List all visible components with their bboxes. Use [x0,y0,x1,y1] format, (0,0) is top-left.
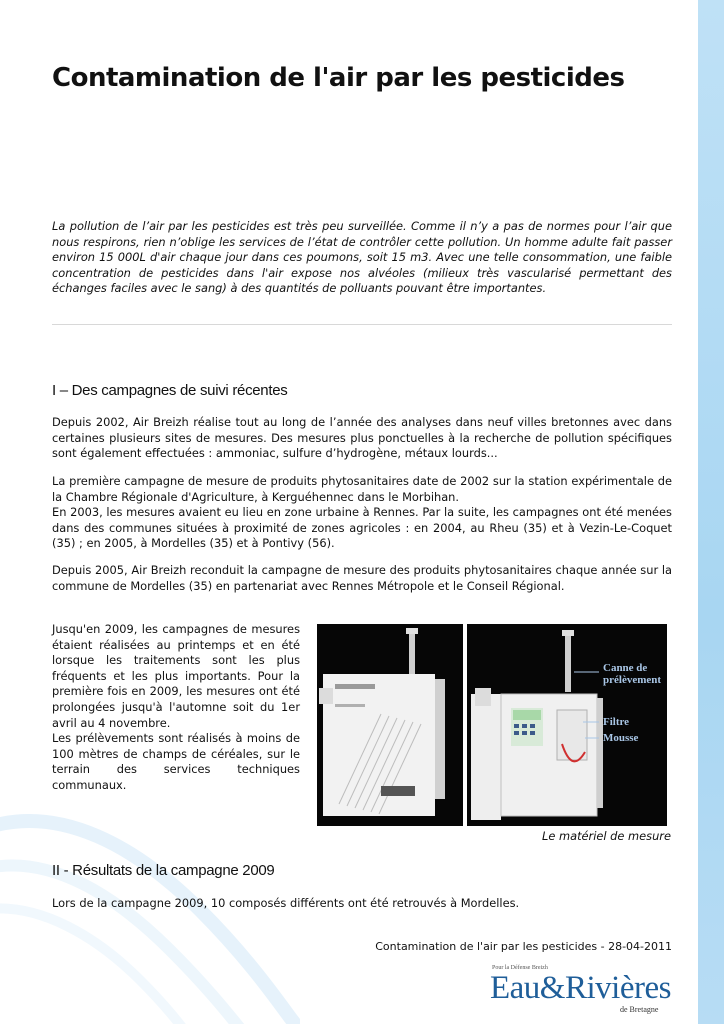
section-divider [52,324,672,325]
sampler-open-photo [467,624,667,826]
label-mousse: Mousse [603,732,639,744]
section-1-paragraph-3: Depuis 2005, Air Breizh reconduit la campagne de mesure des produits phytosanitaires chaque année sur la commune de Mordelles (35) en partenariat avec Rennes Métropole et le Conseil Régional. [52,563,672,593]
label-canne-de: Canne de [603,662,648,674]
section-1-paragraph-1: Depuis 2002, Air Breizh réalise tout au long de l’année des analyses dans neuf villes bretonnes avec dans certaines plusieurs sites de mesures. Des mesures plus ponctuelles à la recherche de pollution spécifiques sont également effectuées : ammoniac, sulfure d’hydrogène, métaux lourds... [52,415,672,461]
section-1-paragraph-4b: Les prélèvements sont réalisés à moins de 100 mètres de champs de céréales, sur le terrain des services techniques communaux. [52,731,300,792]
sampler-closed-photo [317,624,463,826]
label-prelevement: prélèvement [603,674,662,686]
sampler-open-drawing [467,624,667,826]
section-1-paragraph-2b: En 2003, les mesures avaient eu lieu en zone urbaine à Rennes. Par la suite, les campagnes ont été menées dans des communes situées à proximité de zones agricoles : en 2004, au Rheu (35) et à Vezin-Le-Coquet (35) ; en 2005, à Mordelles (35) et à Pontivy (56). [52,505,672,551]
right-decorative-bar [698,0,724,1024]
section-2-heading: II - Résultats de la campagne 2009 [52,862,275,879]
logo-tagline: Pour la Défense Breizh [492,965,548,971]
section-1-heading: I – Des campagnes de suivi récentes [52,382,288,399]
section-1-paragraph-4 [52,622,300,794]
logo-main-text: Eau&Rivières [490,970,671,1006]
label-filtre: Filtre [603,716,630,728]
page-title: Contamination de l'air par les pesticides [52,63,625,93]
logo-subtitle: de Bretagne [620,1005,659,1014]
figure-caption: Le matériel de mesure [542,829,671,843]
section-1-paragraph-2a: La première campagne de mesure de produits phytosanitaires date de 2002 sur la station expérimentale de la Chambre Régionale d'Agriculture, à Kerguéhennec dans le Morbihan. [52,474,672,504]
sampler-closed-drawing [317,624,463,826]
footer-text: Contamination de l'air par les pesticides - 28-04-2011 [375,940,672,953]
intro-paragraph: La pollution de l’air par les pesticides est très peu surveillée. Comme il n’y a pas de normes pour l’air que nous respirons, rien n’oblige les services de l’état de contrôler cette pollution. Un homme adulte fait passer environ 15 000L d'air chaque jour dans ces poumons, soit 15 m3. Avec une telle consommation, une faible concentration de pesticides dans l'air expose nos alvéoles (milieux très vascularisé permettant des échanges faciles avec le sang) à des quantités de polluants pouvant être importantes. [52,219,672,296]
section-2-paragraph-1: Lors de la campagne 2009, 10 composés différents ont été retrouvés à Mordelles. [52,896,520,910]
section-1-paragraph-4a: Jusqu'en 2009, les campagnes de mesures étaient réalisées au printemps et en été lorsque les traitements sont les plus fréquents et les plus importants. Pour la première fois en 2009, les mesures ont été prolongées jusqu'à l'automne soit du 1er avril au 4 novembre. [52,622,300,730]
